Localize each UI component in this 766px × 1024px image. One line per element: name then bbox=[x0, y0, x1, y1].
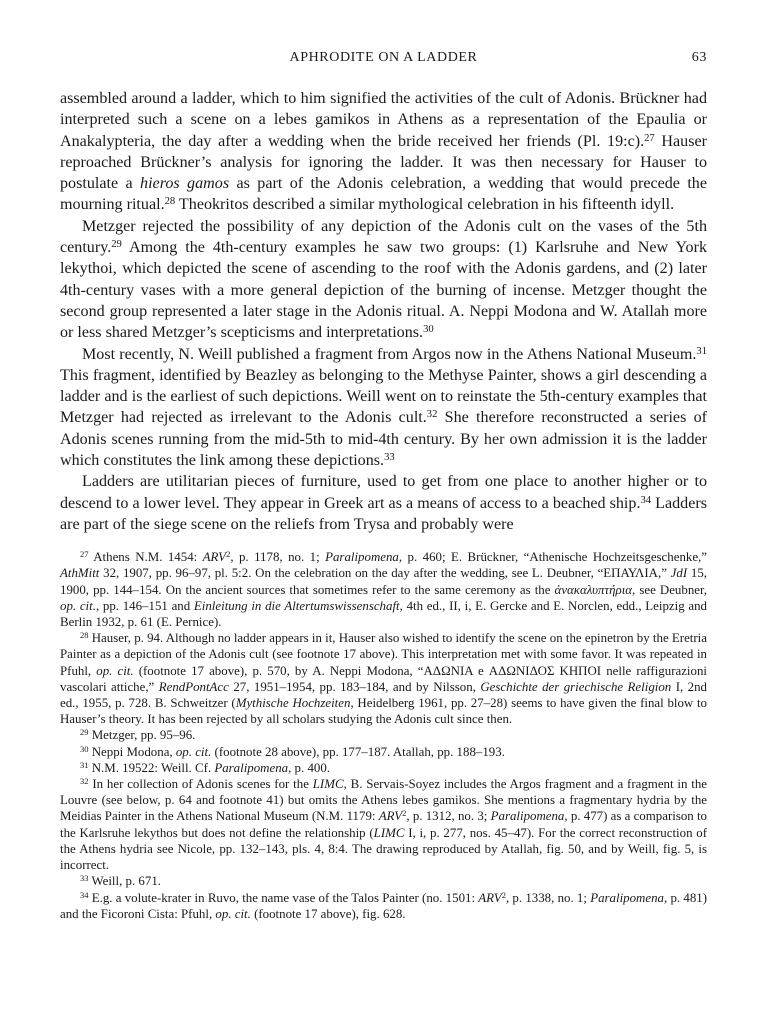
footnote-27 bbox=[60, 549, 707, 630]
footnote-31 bbox=[60, 760, 707, 776]
text-run: , p. 1338, no. 1; bbox=[505, 890, 591, 905]
italic-ref: Mythische Hochzeiten bbox=[235, 696, 351, 711]
text-run: as part of the Adonis celebration, a wedding that would precede the mourning ritual. bbox=[60, 175, 707, 214]
text-run: assembled around a ladder, which to him signified the activities of the cult of Adonis. Brückner had interpreted such a scene on a lebes gamikos in Athens as a representation of the Epaulia or Anakalypteria, the day after a wedding when the bride received her friends (Pl. 19:c). bbox=[60, 90, 707, 150]
text-run: Theokritos described a similar mythological celebration in his fifteenth idyll. bbox=[175, 196, 675, 214]
paragraph-1 bbox=[60, 88, 707, 216]
footnote-28 bbox=[60, 630, 707, 727]
paragraph-3 bbox=[60, 344, 707, 472]
footnote-number: 33 bbox=[80, 873, 89, 884]
footnote-ref[interactable]: 30 bbox=[423, 324, 434, 336]
text-run: 27, 1951–1954, pp. 183–184, and by Nilsson, bbox=[228, 679, 481, 694]
italic-ref: Paralipomena bbox=[214, 760, 289, 775]
text-run: Ladders are utilitarian pieces of furniture, used to get from one place to another higher or to descend to a lower level. They appear in Greek art as a means of access to a beached ship. bbox=[60, 473, 707, 512]
italic-ref: Paralipomena bbox=[490, 809, 565, 824]
footnote-33 bbox=[60, 873, 707, 889]
footnote-number: 32 bbox=[80, 776, 89, 787]
italic-ref: LIMC bbox=[312, 777, 344, 792]
italic-ref: RendPontAcc bbox=[158, 679, 229, 694]
footnote-30 bbox=[60, 744, 707, 760]
paragraph-4 bbox=[60, 471, 707, 535]
text-run: In her collection of Adonis scenes for the bbox=[88, 777, 313, 792]
text-run: , pp. 146–151 and bbox=[95, 598, 194, 613]
italic-ref: op. cit. bbox=[215, 906, 251, 921]
italic-ref: Geschichte der griechische Religion bbox=[480, 679, 672, 694]
text-run: , B. Servais-Soyez includes the Argos fragment and a fragment in the Louvre (see below, p. 64 and footnote 41) but omits the Athens lebes gamikos. She mentions a fragmentary hydria by the Meidias Painter in the Athens National Museum (N.M. 1179: bbox=[60, 777, 708, 824]
text-run: N.M. 19522: Weill. Cf. bbox=[88, 760, 215, 775]
italic-ref: Paralipomena bbox=[325, 550, 399, 565]
page bbox=[60, 46, 707, 922]
italic-ref: Einleitung in die Altertumswissenschaft bbox=[193, 598, 400, 613]
text-run: , see Deubner, bbox=[632, 582, 707, 597]
footnote-ref[interactable]: 27 bbox=[644, 132, 655, 144]
superscript: 2 bbox=[226, 549, 231, 560]
text-run: (footnote 17 above), fig. 628. bbox=[250, 906, 406, 921]
footnote-ref[interactable]: 34 bbox=[640, 494, 652, 506]
text-run: Hauser, p. 94. Although no ladder appears in it, Hauser also wished to identify the scene on the epinetron by the Eretria Painter as a depiction of the Adonis cult (see footnote 17 above). This interpretation met with some favor. It was repeated in Pfuhl, bbox=[60, 631, 707, 678]
text-run: Metzger, pp. 95–96. bbox=[88, 728, 196, 743]
italic-ref: JdI bbox=[670, 566, 688, 581]
text-run: Ladders are part of the siege scene on the reliefs from Trysa and probably were bbox=[60, 494, 707, 533]
footnotes bbox=[60, 549, 707, 922]
page-number: 63 bbox=[691, 50, 707, 65]
footnote-32 bbox=[60, 776, 707, 873]
text-run: This fragment, identified by Beazley as belonging to the Methyse Painter, shows a girl descending a ladder and is the earliest of such depictions. Weill went on to reinstate the 5th-century examples that Metzger had rejected as irrelevant to the Adonis cult. bbox=[60, 366, 707, 427]
footnote-number: 34 bbox=[80, 889, 89, 900]
italic-ref: Paralipomena bbox=[590, 890, 664, 905]
text-run: Most recently, N. Weill published a fragment from Argos now in the Athens National Museum. bbox=[82, 345, 697, 363]
text-run: , p. 1178, no. 1; bbox=[230, 550, 326, 565]
footnote-number: 27 bbox=[80, 549, 89, 560]
text-run: , 4th ed., II, i, E. Gercke and E. Norclen, edd., Leipzig and Berlin 1932, p. 61 (E. Pernice). bbox=[60, 598, 707, 630]
italic-ref: AthMitt bbox=[60, 566, 100, 581]
text-run: 15, 1900, pp. 144–154. On the ancient sources that sometimes refer to the same ceremony as the bbox=[60, 566, 707, 597]
text-run: , p. 460; E. Brückner, “Athenische Hochzeitsgeschenke,” bbox=[398, 550, 708, 565]
italic-term: hieros gamos bbox=[140, 175, 230, 193]
italic-ref: op. cit. bbox=[60, 598, 96, 613]
footnote-34 bbox=[60, 890, 707, 922]
running-title: APHRODITE ON A LADDER bbox=[289, 50, 478, 65]
italic-ref: ARV bbox=[478, 890, 502, 905]
text-run: I, 2nd ed., 1955, p. 728. B. Schweitzer ( bbox=[60, 679, 707, 711]
text-run: , p. 477) as a comparison to the Karlsruhe lekythos but does not define the relationship ( bbox=[60, 809, 708, 840]
text-run: Athens N.M. 1454: bbox=[88, 550, 203, 565]
text-run: , p. 400. bbox=[288, 760, 331, 775]
italic-ref: LIMC bbox=[373, 825, 405, 840]
text-run: , Heidelberg 1961, pp. 27–28) seems to have given the final blow to Hauser’s theory. It has been rejected by all scholars studying the Adonis cult since then. bbox=[60, 696, 707, 727]
footnote-number: 28 bbox=[80, 630, 89, 641]
text-run: She therefore reconstructed a series of Adonis scenes running from the mid-5th to mid-4th century. By her own admission it is the ladder which constitutes the link among these depictions. bbox=[60, 409, 707, 470]
italic-ref: ARV bbox=[378, 809, 403, 824]
text-run: Among the 4th-century examples he saw two groups: (1) Karlsruhe and New York lekythoi, which depicted the scene of ascending to the roof with the Adonis gardens, and (2) later 4th-century vases with a more general depiction of the burning of incense. Metzger thought the second group represented a later stage in the Adonis ritual. A. Neppi Modona and W. Atallah more or less shared Metzger’s scepticisms and interpretations. bbox=[60, 239, 707, 342]
text-run: Hauser reproached Brückner’s analysis for ignoring the ladder. It was then necessary for Hauser to postulate a bbox=[60, 132, 707, 193]
text-run: Metzger rejected the possibility of any depiction of the Adonis cult on the vases of the 5th century. bbox=[60, 217, 707, 257]
text-run: (footnote 17 above), p. 570, by A. Neppi Modona, “ΑΔΩΝΙΑ e ΑΔΩΝΙΔΟΣ ΚΗΠΟΙ nelle raffigurazioni vascolari attiche,” bbox=[60, 663, 707, 694]
text-run: , p. 1312, no. 3; bbox=[406, 809, 491, 824]
text-run: (footnote 28 above), pp. 177–187. Atallah, pp. 188–193. bbox=[211, 744, 505, 759]
italic-ref: op. cit. bbox=[175, 744, 212, 759]
body-text bbox=[60, 88, 707, 535]
footnote-number: 30 bbox=[80, 743, 89, 754]
paragraph-2 bbox=[60, 216, 707, 344]
text-run: I, i, p. 277, nos. 45–47). For the correct reconstruction of the Athens hydria see Nicole, pp. 132–143, pls. 4, 8:4. The drawing reproduced by Atallah, fig. 50, and by Weill, fig. 5, is incorrect. bbox=[60, 825, 707, 873]
italic-ref: op. cit. bbox=[96, 663, 134, 678]
text-run: Neppi Modona, bbox=[88, 744, 176, 759]
footnote-ref[interactable]: 29 bbox=[111, 239, 122, 251]
running-head bbox=[60, 46, 707, 74]
footnote-number: 31 bbox=[80, 760, 89, 771]
superscript: 2 bbox=[402, 808, 407, 819]
text-run: 32, 1907, pp. 96–97, pl. 5:2. On the celebration on the day after the wedding, see L. Deubner, “ΕΠΑΥΛΙΑ,” bbox=[99, 566, 671, 581]
footnote-ref[interactable]: 31 bbox=[696, 345, 707, 357]
text-run: , p. 481) and the Ficoroni Cista: Pfuhl, bbox=[60, 890, 707, 921]
italic-ref: ARV bbox=[202, 550, 227, 565]
footnote-number: 29 bbox=[80, 727, 89, 738]
footnote-ref[interactable]: 33 bbox=[384, 452, 395, 464]
footnote-ref[interactable]: 32 bbox=[426, 409, 438, 421]
text-run: Weill, p. 671. bbox=[88, 874, 161, 889]
footnote-29 bbox=[60, 727, 707, 743]
italic-ref: ἀνακαλυπτήρια bbox=[554, 582, 633, 597]
footnote-ref[interactable]: 28 bbox=[164, 196, 176, 208]
text-run: E.g. a volute-krater in Ruvo, the name vase of the Talos Painter (no. 1501: bbox=[88, 890, 479, 905]
superscript: 2 bbox=[501, 889, 506, 900]
